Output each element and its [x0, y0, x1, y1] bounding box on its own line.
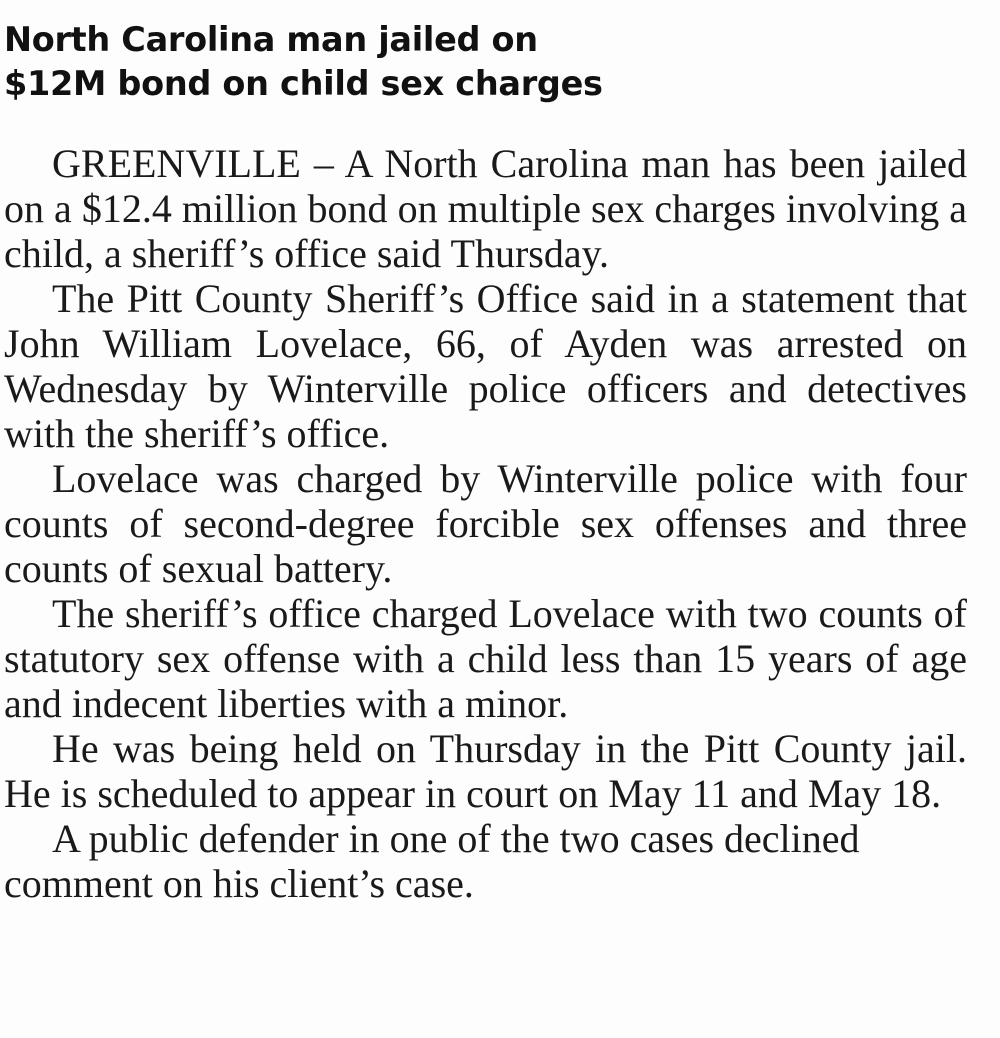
article-paragraph: The sheriff’s office charged Lovelace with two counts of statutory sex offense with a child less than 15 years of age and indecent liberties with a minor. [4, 591, 967, 726]
article-paragraph: He was being held on Thursday in the Pitt County jail. He is scheduled to appear in court on May 11 and May 18. [4, 726, 967, 816]
article-body [4, 141, 967, 906]
news-article [4, 18, 967, 906]
article-paragraph: A public defender in one of the two cases declined comment on his client’s case. [4, 816, 860, 906]
article-paragraph: Lovelace was charged by Winterville police with four counts of second-degree forcible sex offenses and three counts of sexual battery. [4, 456, 967, 591]
article-paragraph: GREENVILLE – A North Carolina man has been jailed on a $12.4 million bond on multiple sex charges involving a child, a sheriff’s office said Thursday. [4, 141, 967, 276]
headline-line-1: North Carolina man jailed on [4, 20, 538, 59]
headline-line-2: $12M bond on child sex charges [4, 64, 603, 103]
article-paragraph: The Pitt County Sheriff’s Office said in a statement that John William Lovelace, 66, of Ayden was arrested on Wednesday by Winterville police officers and detectives with the sheriff’s office. [4, 276, 967, 456]
article-headline [4, 18, 967, 106]
